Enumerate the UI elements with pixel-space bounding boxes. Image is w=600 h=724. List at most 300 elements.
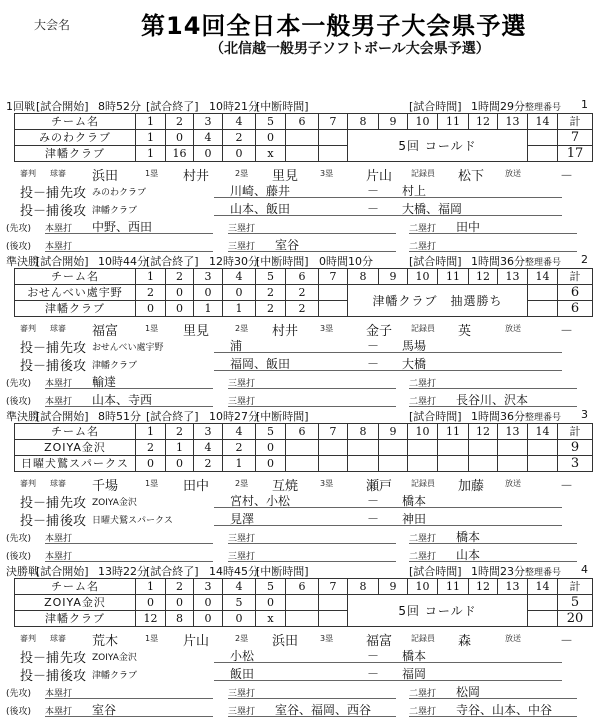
inning-score: 0 xyxy=(194,595,223,611)
double-label: 二塁打 xyxy=(409,549,577,562)
battery-dash: － xyxy=(367,202,380,216)
catchers: 大橋、福岡 xyxy=(380,200,562,216)
recorder-label: 記録員 xyxy=(411,169,435,178)
inning-header: 12 xyxy=(469,579,498,595)
inning-score xyxy=(408,456,438,472)
inning-header: 9 xyxy=(379,269,408,285)
start-time: 13時22分 xyxy=(98,565,148,578)
team-score-row xyxy=(15,285,593,301)
duration-label: [試合時間] xyxy=(409,410,462,423)
inning-header: 7 xyxy=(319,424,348,440)
broadcast-label: 放送 xyxy=(505,324,521,333)
team-name: ZOIYA金沢 xyxy=(15,595,136,611)
inning-header: 2 xyxy=(166,114,194,130)
plate-umpire-label: 球審 xyxy=(50,324,66,333)
team-name: みのわクラブ xyxy=(15,130,136,146)
battery-label: 投－捕 xyxy=(20,514,60,529)
recorder: 英 xyxy=(458,324,472,339)
triples: 室谷、福岡、西谷 xyxy=(275,703,372,717)
batting-order-label: 先攻 xyxy=(60,496,87,511)
ref-no-label: 整理番号 xyxy=(525,413,562,423)
recorder-label: 記録員 xyxy=(411,634,435,643)
battery-dash: － xyxy=(367,667,380,681)
inning-score: 1 xyxy=(166,440,194,456)
battery-dash: － xyxy=(367,357,380,371)
inning-header: 1 xyxy=(136,114,166,130)
end-time: 10時21分 xyxy=(209,100,259,113)
team-total: 5 xyxy=(558,595,593,611)
team-total: 7 xyxy=(558,130,593,146)
batting-order-label: 先攻 xyxy=(60,341,87,356)
battery-label: 投－捕 xyxy=(20,186,60,201)
pitchers: 宮村、小松 xyxy=(214,492,380,508)
team-name: 津幡クラブ xyxy=(15,611,136,627)
battery-row-top xyxy=(0,182,600,201)
team-total: 6 xyxy=(558,301,593,317)
game-result-note: 5回 コールド xyxy=(348,130,528,162)
doubles: 長谷川、沢本 xyxy=(456,393,529,407)
inning-score-14 xyxy=(528,611,558,627)
inning-score: 5 xyxy=(223,595,256,611)
battery-dash: － xyxy=(367,494,380,508)
second-base-label: 2塁 xyxy=(235,169,249,178)
catchers: 村上 xyxy=(380,182,562,198)
inning-header: 10 xyxy=(408,424,438,440)
first-base-umpire: 片山 xyxy=(183,634,210,649)
triple-label: 三塁打 xyxy=(228,549,396,562)
home-run-label: 本塁打 xyxy=(45,686,213,699)
second-base-umpire: 村井 xyxy=(272,324,299,339)
home-run-label: 本塁打 xyxy=(45,394,213,407)
inning-header: 8 xyxy=(348,269,379,285)
triple-label: 三塁打 xyxy=(228,394,396,407)
umpire-label: 審判 xyxy=(20,479,36,488)
triple-label: 三塁打 xyxy=(228,531,396,544)
third-base-label: 3塁 xyxy=(320,479,334,488)
inning-header: 13 xyxy=(498,114,528,130)
end-label: [試合終了] xyxy=(146,100,199,113)
duration-value: 1時間23分 xyxy=(471,565,525,578)
first-base-label: 1塁 xyxy=(145,324,159,333)
inning-score: 0 xyxy=(256,456,286,472)
team-name: おせんべい處宇野 xyxy=(15,285,136,301)
inning-header: 6 xyxy=(286,114,319,130)
inning-score: 1 xyxy=(223,301,256,317)
double-label: 二塁打 xyxy=(409,376,577,389)
inning-header: 3 xyxy=(194,114,223,130)
umpire-row xyxy=(0,165,600,184)
inning-score: 0 xyxy=(194,146,223,162)
home-runs: 輸達 xyxy=(92,375,117,389)
team-name-header: チーム名 xyxy=(15,424,136,440)
inning-header: 4 xyxy=(223,424,256,440)
end-time: 10時27分 xyxy=(209,410,259,423)
team-name-header: チーム名 xyxy=(15,579,136,595)
inning-score: 8 xyxy=(166,611,194,627)
third-base-label: 3塁 xyxy=(320,634,334,643)
first-base-umpire: 里見 xyxy=(183,324,210,339)
team-total: 20 xyxy=(558,611,593,627)
home-run-label: 本塁打 xyxy=(45,221,213,234)
battery-team: おせんべい處宇野 xyxy=(92,343,164,353)
battery-label: 投－捕 xyxy=(20,359,60,374)
inning-score: 1 xyxy=(136,146,166,162)
inning-score: 2 xyxy=(256,285,286,301)
first-base-label: 1塁 xyxy=(145,169,159,178)
inning-score xyxy=(498,440,528,456)
inning-score: 2 xyxy=(223,130,256,146)
pitchers: 飯田 xyxy=(214,665,380,681)
end-label: [試合終了] xyxy=(146,565,199,578)
recorder: 加藤 xyxy=(458,479,485,494)
second-base-umpire: 浜田 xyxy=(272,634,299,649)
inning-score: 2 xyxy=(286,285,319,301)
battery-team: 津幡クラブ xyxy=(92,206,138,216)
inning-header: 14 xyxy=(528,424,558,440)
battery-row-bottom xyxy=(0,200,600,219)
inning-header: 12 xyxy=(469,269,498,285)
inning-header: 11 xyxy=(438,269,469,285)
inning-header: 14 xyxy=(528,269,558,285)
battery-row-bottom xyxy=(0,510,600,529)
battery-team: ZOIYA金沢 xyxy=(92,653,137,663)
umpire-label: 審判 xyxy=(20,169,36,178)
inning-header: 4 xyxy=(223,114,256,130)
battery-row-bottom xyxy=(0,355,600,374)
page-subtitle: （北信越一般男子ソフトボール大会県予選） xyxy=(210,41,490,57)
inning-header: 3 xyxy=(194,269,223,285)
game-record xyxy=(0,253,600,407)
battery-dash: － xyxy=(367,649,380,663)
inning-score xyxy=(319,130,348,146)
umpire-row xyxy=(0,320,600,339)
home-run-label: 本塁打 xyxy=(45,549,213,562)
inning-header: 4 xyxy=(223,269,256,285)
triple-label: 三塁打 xyxy=(228,239,396,252)
inning-score xyxy=(348,440,379,456)
inning-score: 1 xyxy=(223,456,256,472)
inning-score: 2 xyxy=(136,440,166,456)
battery-row-top xyxy=(0,337,600,356)
batting-order-label: 後攻 xyxy=(60,669,87,684)
catchers: 大橋 xyxy=(380,355,562,371)
start-label: [試合開始] xyxy=(36,255,89,268)
inning-score xyxy=(379,456,408,472)
broadcast-label: 放送 xyxy=(505,634,521,643)
end-label: [試合終了] xyxy=(146,255,199,268)
inning-score: 0 xyxy=(256,440,286,456)
ref-no-label: 整理番号 xyxy=(525,568,562,578)
inning-score-14 xyxy=(528,595,558,611)
inning-header: 8 xyxy=(348,579,379,595)
plate-umpire: 荒木 xyxy=(92,634,119,649)
inning-score: 4 xyxy=(194,130,223,146)
inning-header: 9 xyxy=(379,579,408,595)
game-result-note: 津幡クラブ 抽選勝ち xyxy=(348,285,528,317)
batting-order-label: 後攻 xyxy=(60,204,87,219)
inning-score xyxy=(528,456,558,472)
end-label: [試合終了] xyxy=(146,410,199,423)
catchers: 福岡 xyxy=(380,665,562,681)
battery-team: 日曜犬鷲スパークス xyxy=(92,516,173,526)
second-base-label: 2塁 xyxy=(235,479,249,488)
inning-score xyxy=(319,440,348,456)
first-base-umpire: 田中 xyxy=(183,479,210,494)
duration-label: [試合時間] xyxy=(409,565,462,578)
inning-header: 7 xyxy=(319,114,348,130)
double-label: 二塁打 xyxy=(409,221,577,234)
inning-score: 2 xyxy=(136,285,166,301)
duration-value: 1時間29分 xyxy=(471,100,525,113)
inning-score xyxy=(319,595,348,611)
inning-header: 2 xyxy=(166,269,194,285)
inning-score xyxy=(286,146,319,162)
first-base-label: 1塁 xyxy=(145,634,159,643)
scoreboard-table xyxy=(14,113,593,162)
end-time: 14時45分 xyxy=(209,565,259,578)
inning-score: 0 xyxy=(166,595,194,611)
umpire-label: 審判 xyxy=(20,634,36,643)
battery-label: 投－捕 xyxy=(20,651,60,666)
inning-header: 8 xyxy=(348,114,379,130)
battery-dash: － xyxy=(367,184,380,198)
pitchers: 川崎、藤井 xyxy=(214,182,380,198)
total-header: 計 xyxy=(558,424,593,440)
catchers: 橋本 xyxy=(380,492,562,508)
inning-header: 13 xyxy=(498,424,528,440)
inning-header: 6 xyxy=(286,269,319,285)
ref-no-value: 2 xyxy=(581,253,588,266)
inning-header: 5 xyxy=(256,424,286,440)
scoreboard-header-row xyxy=(15,114,593,130)
team-score-row xyxy=(15,595,593,611)
home-run-label: 本塁打 xyxy=(45,376,213,389)
ref-no-label: 整理番号 xyxy=(525,258,562,268)
extra-base-hits-row xyxy=(0,546,600,562)
game-result-note: 5回 コールド xyxy=(348,595,528,627)
double-label: 二塁打 xyxy=(409,704,577,717)
team-name-header: チーム名 xyxy=(15,269,136,285)
battery-label: 投－捕 xyxy=(20,341,60,356)
start-time: 10時44分 xyxy=(98,255,148,268)
tournament-label: 大会名 xyxy=(34,18,71,32)
inning-score: 0 xyxy=(194,285,223,301)
home-runs: 山本、寺西 xyxy=(92,393,153,407)
recorder-label: 記録員 xyxy=(411,324,435,333)
broadcast: － xyxy=(560,324,574,339)
pitchers: 浦 xyxy=(214,337,380,353)
inning-header: 11 xyxy=(438,579,469,595)
catchers: 橋本 xyxy=(380,647,562,663)
inning-score xyxy=(438,456,469,472)
inning-score: 4 xyxy=(194,440,223,456)
inning-header: 5 xyxy=(256,579,286,595)
inning-header: 14 xyxy=(528,579,558,595)
interruption-label: [中断時間] xyxy=(256,410,309,423)
inning-score: 0 xyxy=(166,130,194,146)
ref-no-value: 4 xyxy=(581,563,588,576)
battery-team: みのわクラブ xyxy=(92,188,147,198)
start-label: [試合開始] xyxy=(36,410,89,423)
inning-score xyxy=(319,146,348,162)
inning-score: 0 xyxy=(223,611,256,627)
doubles: 橋本 xyxy=(456,530,481,544)
second-base-umpire: 互焼 xyxy=(272,479,299,494)
inning-score xyxy=(528,440,558,456)
total-header: 計 xyxy=(558,114,593,130)
recorder: 松下 xyxy=(458,169,485,184)
batting-order-label: 先攻 xyxy=(60,186,87,201)
team-score-row xyxy=(15,456,593,472)
inning-header: 4 xyxy=(223,579,256,595)
scoreboard-header-row xyxy=(15,424,593,440)
battery-label: 投－捕 xyxy=(20,669,60,684)
inning-score: 16 xyxy=(166,146,194,162)
start-time: 8時52分 xyxy=(98,100,141,113)
inning-score: 2 xyxy=(194,456,223,472)
catchers: 神田 xyxy=(380,510,562,526)
interruption-label: [中断時間] xyxy=(256,100,309,113)
broadcast-label: 放送 xyxy=(505,169,521,178)
inning-score xyxy=(286,611,319,627)
inning-score: 0 xyxy=(166,285,194,301)
battery-row-top xyxy=(0,492,600,511)
inning-header: 6 xyxy=(286,424,319,440)
round-label: 1回戦 xyxy=(6,100,35,113)
round-label: 準決勝 xyxy=(6,410,39,423)
inning-score: 0 xyxy=(166,301,194,317)
home-run-label: 本塁打 xyxy=(45,531,213,544)
battery-row-bottom xyxy=(0,665,600,684)
inning-header: 13 xyxy=(498,579,528,595)
inning-header: 12 xyxy=(469,114,498,130)
inning-header: 8 xyxy=(348,424,379,440)
extra-base-hits-row xyxy=(0,701,600,717)
third-base-umpire: 片山 xyxy=(366,169,393,184)
broadcast: － xyxy=(560,479,574,494)
broadcast: － xyxy=(560,634,574,649)
double-label: 二塁打 xyxy=(409,394,577,407)
ref-no-value: 3 xyxy=(581,408,588,421)
third-base-umpire: 瀬戸 xyxy=(366,479,393,494)
battery-dash: － xyxy=(367,512,380,526)
double-label: 二塁打 xyxy=(409,531,577,544)
triples: 室谷 xyxy=(275,238,300,252)
extra-base-hits-row xyxy=(0,528,600,544)
extra-base-hits-row xyxy=(0,391,600,407)
inning-header: 12 xyxy=(469,424,498,440)
inning-score xyxy=(286,440,319,456)
plate-umpire: 千場 xyxy=(92,479,119,494)
plate-umpire: 福富 xyxy=(92,324,119,339)
duration-value: 1時間36分 xyxy=(471,410,525,423)
interruption-label: [中断時間] xyxy=(256,255,309,268)
triple-label: 三塁打 xyxy=(228,704,396,717)
inning-score: 0 xyxy=(223,146,256,162)
home-run-label: 本塁打 xyxy=(45,704,213,717)
duration-label: [試合時間] xyxy=(409,255,462,268)
side-label: (先攻) xyxy=(6,689,32,699)
plate-umpire-label: 球審 xyxy=(50,479,66,488)
inning-score: 0 xyxy=(136,595,166,611)
page-title: 第14回全日本一般男子大会県予選 xyxy=(141,12,527,40)
inning-header: 7 xyxy=(319,579,348,595)
team-total: 3 xyxy=(558,456,593,472)
plate-umpire: 浜田 xyxy=(92,169,119,184)
batting-order-label: 後攻 xyxy=(60,514,87,529)
inning-score-14 xyxy=(528,301,558,317)
side-label: (先攻) xyxy=(6,224,32,234)
round-label: 決勝戦 xyxy=(6,565,39,578)
broadcast: － xyxy=(560,169,574,184)
second-base-label: 2塁 xyxy=(235,634,249,643)
second-base-umpire: 里見 xyxy=(272,169,299,184)
inning-header: 10 xyxy=(408,269,438,285)
battery-dash: － xyxy=(367,339,380,353)
side-label: (先攻) xyxy=(6,534,32,544)
team-name: 津幡クラブ xyxy=(15,146,136,162)
inning-score xyxy=(319,301,348,317)
recorder-label: 記録員 xyxy=(411,479,435,488)
total-header: 計 xyxy=(558,579,593,595)
third-base-label: 3塁 xyxy=(320,169,334,178)
side-label: (先攻) xyxy=(6,379,32,389)
inning-header: 1 xyxy=(136,269,166,285)
inning-header: 1 xyxy=(136,579,166,595)
plate-umpire-label: 球審 xyxy=(50,634,66,643)
team-score-row xyxy=(15,440,593,456)
inning-header: 2 xyxy=(166,579,194,595)
inning-header: 10 xyxy=(408,114,438,130)
interruption-label: [中断時間] xyxy=(256,565,309,578)
scoreboard-header-row xyxy=(15,579,593,595)
total-header: 計 xyxy=(558,269,593,285)
inning-header: 2 xyxy=(166,424,194,440)
battery-label: 投－捕 xyxy=(20,204,60,219)
inning-score-14 xyxy=(528,285,558,301)
inning-header: 3 xyxy=(194,579,223,595)
inning-score xyxy=(379,440,408,456)
inning-score xyxy=(498,456,528,472)
game-record xyxy=(0,98,600,252)
scoreboard-table xyxy=(14,423,593,472)
extra-base-hits-row xyxy=(0,373,600,389)
team-total: 6 xyxy=(558,285,593,301)
duration-value: 1時間36分 xyxy=(471,255,525,268)
inning-score xyxy=(319,611,348,627)
inning-score: 0 xyxy=(166,456,194,472)
inning-score: 12 xyxy=(136,611,166,627)
home-runs: 室谷 xyxy=(92,703,117,717)
inning-score: 1 xyxy=(194,301,223,317)
inning-score xyxy=(286,456,319,472)
inning-header: 11 xyxy=(438,424,469,440)
battery-team: ZOIYA金沢 xyxy=(92,498,137,508)
inning-score: 0 xyxy=(223,285,256,301)
pitchers: 見澤 xyxy=(214,510,380,526)
umpire-row xyxy=(0,475,600,494)
side-label: (後攻) xyxy=(6,242,32,252)
inning-score: 2 xyxy=(223,440,256,456)
scoreboard-table xyxy=(14,268,593,317)
inning-header: 13 xyxy=(498,269,528,285)
pitchers: 小松 xyxy=(214,647,380,663)
broadcast-label: 放送 xyxy=(505,479,521,488)
inning-score: 0 xyxy=(136,456,166,472)
pitchers: 福岡、飯田 xyxy=(214,355,380,371)
home-runs: 中野、西田 xyxy=(92,220,153,234)
team-name: ZOIYA金沢 xyxy=(15,440,136,456)
